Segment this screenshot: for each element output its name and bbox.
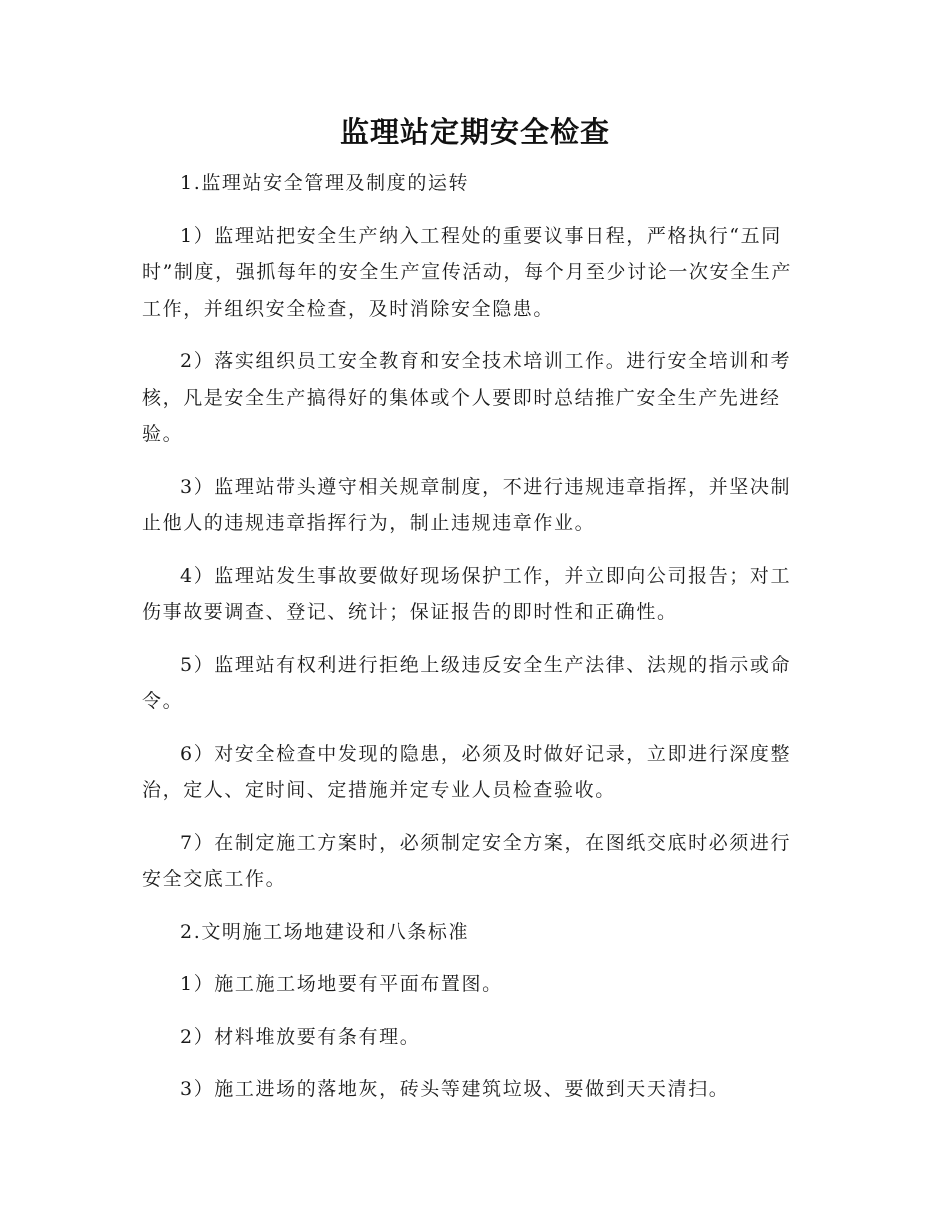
paragraph: 1）监理站把安全生产纳入工程处的重要议事日程，严格执行“五同时”制度，强抓每年的安全生产宣传活动，每个月至少讨论一次安全生产工作，并组织安全检查，及时消除安全隐患。 bbox=[142, 224, 792, 320]
document-title: 监理站定期安全检查 bbox=[339, 115, 610, 149]
section-heading-1: 1.监理站安全管理及制度的运转 bbox=[180, 172, 470, 194]
paragraph: 3）监理站带头遵守相关规章制度，不进行违规违章指挥，并坚决制止他人的违规违章指挥行为，制止违规违章作业。 bbox=[142, 475, 792, 534]
paragraph: 2）材料堆放要有条有理。 bbox=[180, 1025, 421, 1048]
paragraph: 6）对安全检查中发现的隐患，必须及时做好记录，立即进行深度整治，定人、定时间、定措施并定专业人员检查验收。 bbox=[142, 742, 792, 801]
paragraph: 3）施工进场的落地灰，砖头等建筑垃圾、要做到天天清扫。 bbox=[180, 1078, 730, 1100]
paragraph: 4）监理站发生事故要做好现场保护工作，并立即向公司报告；对工伤事故要调查、登记、统计；保证报告的即时性和正确性。 bbox=[142, 564, 792, 623]
document-body bbox=[142, 165, 810, 1124]
paragraph: 1）施工施工场地要有平面布置图。 bbox=[180, 973, 503, 995]
section-heading-2: 2.文明施工场地建设和八条标准 bbox=[180, 920, 470, 943]
paragraph: 7）在制定施工方案时，必须制定安全方案，在图纸交底时必须进行安全交底工作。 bbox=[142, 831, 792, 890]
paragraph: 2）落实组织员工安全教育和安全技术培训工作。进行安全培训和考核，凡是安全生产搞得好的集体或个人要即时总结推广安全生产先进经验。 bbox=[142, 350, 792, 445]
paragraph: 5）监理站有权利进行拒绝上级违反安全生产法律、法规的指示或命令。 bbox=[142, 653, 792, 712]
